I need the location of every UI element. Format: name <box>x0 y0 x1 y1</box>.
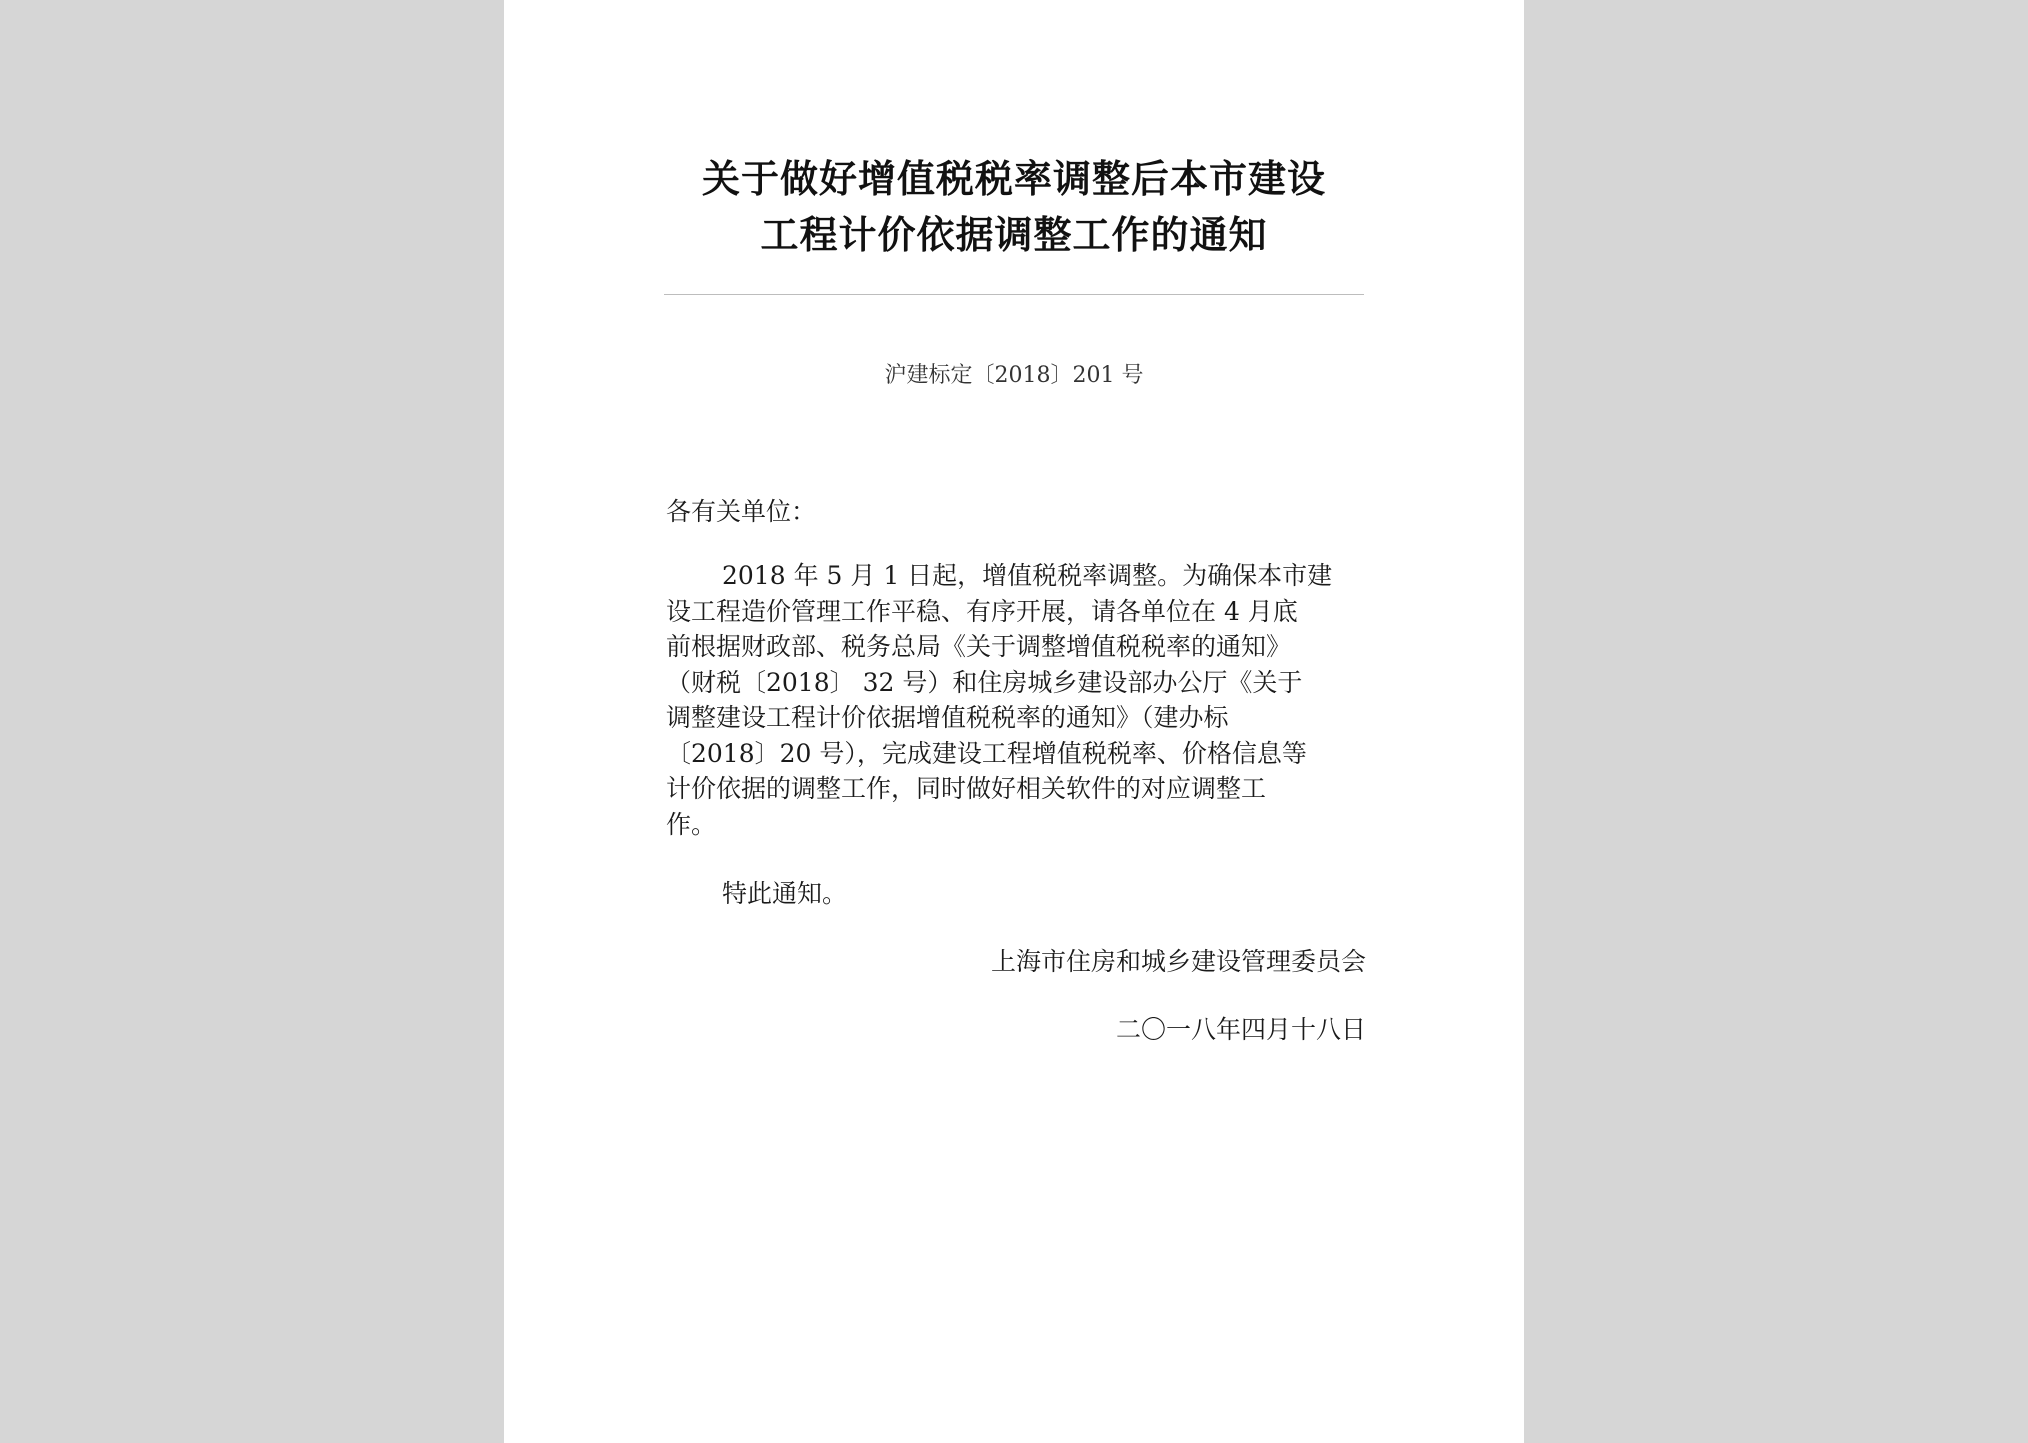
document-title-line-1: 关于做好增值税税率调整后本市建设 <box>701 156 1326 201</box>
body-line: 前根据财政部、税务总局《关于调整增值税税率的通知》 <box>666 632 1292 661</box>
salutation: 各有关单位： <box>666 497 817 526</box>
document-number: 沪建标定〔2018〕201 号 <box>884 363 1144 388</box>
document-page <box>504 0 1524 1443</box>
closing-remark: 特此通知。 <box>722 879 848 908</box>
body-line: 调整建设工程计价依据增值税税率的通知》（建办标 <box>666 703 1229 732</box>
title-divider <box>664 294 1364 295</box>
body-line: 设工程造价管理工作平稳、有序开展，请各单位在 4 月底 <box>666 596 1298 626</box>
issuing-authority: 上海市住房和城乡建设管理委员会 <box>990 947 1366 976</box>
issue-date: 二〇一八年四月十八日 <box>1115 1015 1366 1044</box>
body-line: 〔2018〕20 号），完成建设工程增值税税率、价格信息等 <box>666 738 1307 768</box>
document-title-line-2: 工程计价依据调整工作的通知 <box>760 212 1268 257</box>
body-line: 作。 <box>666 809 717 839</box>
body-line: 计价依据的调整工作，同时做好相关软件的对应调整工 <box>666 774 1267 803</box>
body-paragraph <box>666 558 1366 842</box>
body-line: 2018 年 5 月 1 日起，增值税税率调整。为确保本市建 <box>722 561 1333 590</box>
body-line: （财税〔2018〕 32 号）和住房城乡建设部办公厅《关于 <box>666 667 1303 697</box>
